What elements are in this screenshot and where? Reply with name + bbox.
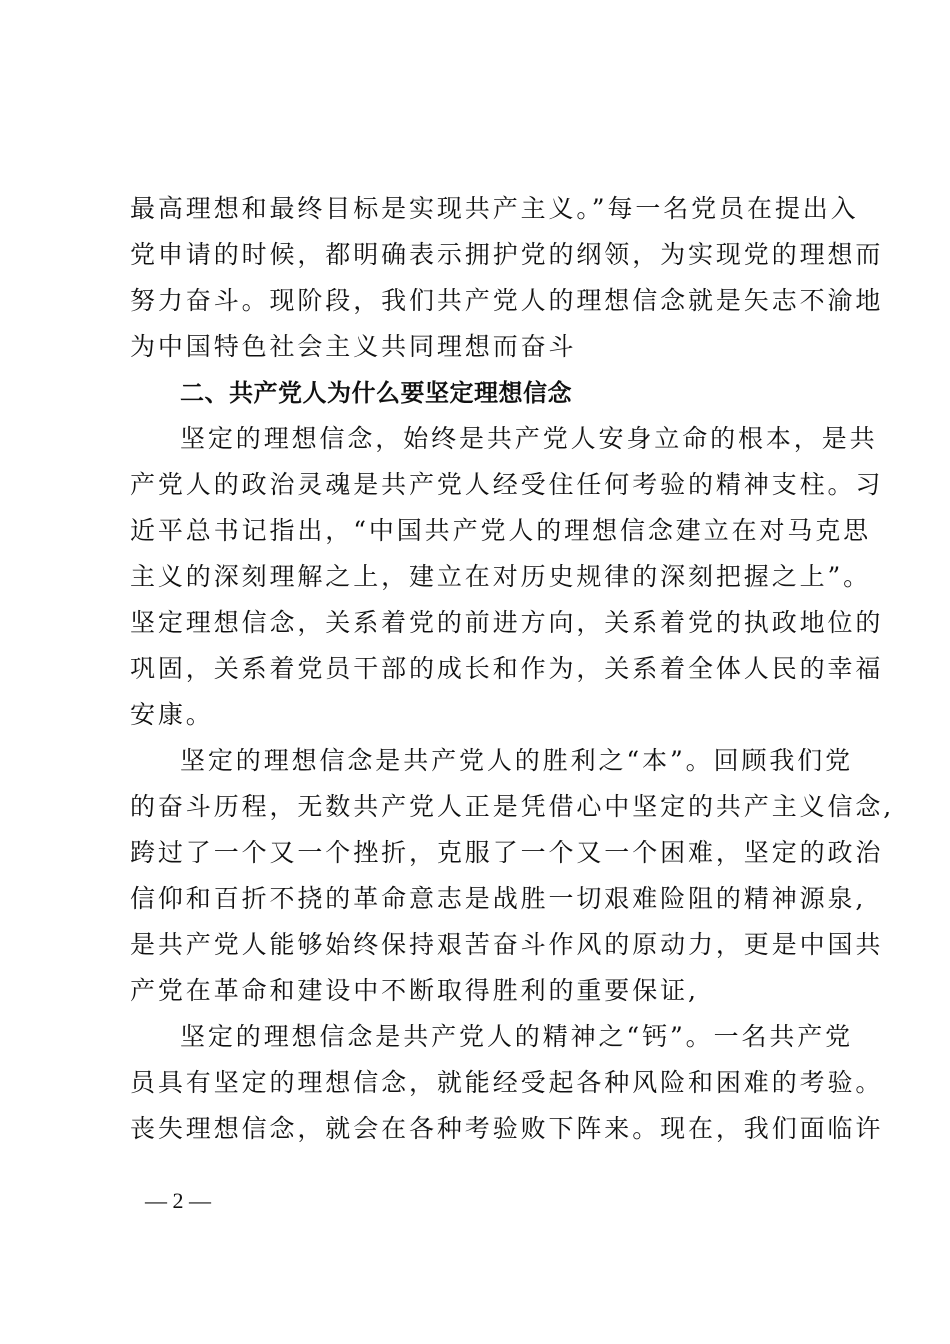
body-text [130,186,895,1152]
para3-line-6: 产党在革命和建设中不断取得胜利的重要保证, [130,976,699,1005]
para1-line-1: 最高理想和最终目标是实现共产主义。”每一名党员在提出入 [130,194,859,223]
para3-line-5: 是共产党人能够始终保持艰苦奋斗作风的原动力，更是中国共 [130,930,884,959]
section-heading: 二、共产党人为什么要坚定理想信念 [180,379,572,407]
para3-line-1: 坚定的理想信念是共产党人的胜利之“本”。回顾我们党 [180,746,854,775]
para2-line-6: 巩固，关系着党员干部的成长和作为，关系着全体人民的幸福 [130,654,884,683]
para4-line-1: 坚定的理想信念是共产党人的精神之“钙”。一名共产党 [180,1022,854,1051]
para3-line-3: 跨过了一个又一个挫折，克服了一个又一个困难，坚定的政治 [130,838,884,867]
page-number: — 2 — [145,1188,211,1213]
para2-line-7: 安康。 [130,700,214,729]
para1-line-3: 努力奋斗。现阶段，我们共产党人的理想信念就是矢志不渝地 [130,286,884,315]
para1-line-2: 党申请的时候，都明确表示拥护党的纲领，为实现党的理想而 [130,240,884,269]
para2-line-1: 坚定的理想信念，始终是共产党人安身立命的根本，是共 [180,424,878,453]
para2-line-5: 坚定理想信念，关系着党的前进方向，关系着党的执政地位的 [130,608,884,637]
para2-line-2: 产党人的政治灵魂是共产党人经受住任何考验的精神支柱。习 [130,470,884,499]
para4-line-2: 员具有坚定的理想信念，就能经受起各种风险和困难的考验。 [130,1068,884,1097]
para3-line-4: 信仰和百折不挠的革命意志是战胜一切艰难险阻的精神源泉, [130,884,867,913]
para2-line-4: 主义的深刻理解之上，建立在对历史规律的深刻把握之上”。 [130,562,872,591]
para1-line-4: 为中国特色社会主义共同理想而奋斗 [130,332,577,361]
para3-line-2: 的奋斗历程，无数共产党人正是凭借心中坚定的共产主义信念, [130,792,895,821]
para2-line-3: 近平总书记指出，“中国共产党人的理想信念建立在对马克思 [130,516,872,545]
para4-line-3: 丧失理想信念，就会在各种考验败下阵来。现在，我们面临许 [130,1114,884,1143]
